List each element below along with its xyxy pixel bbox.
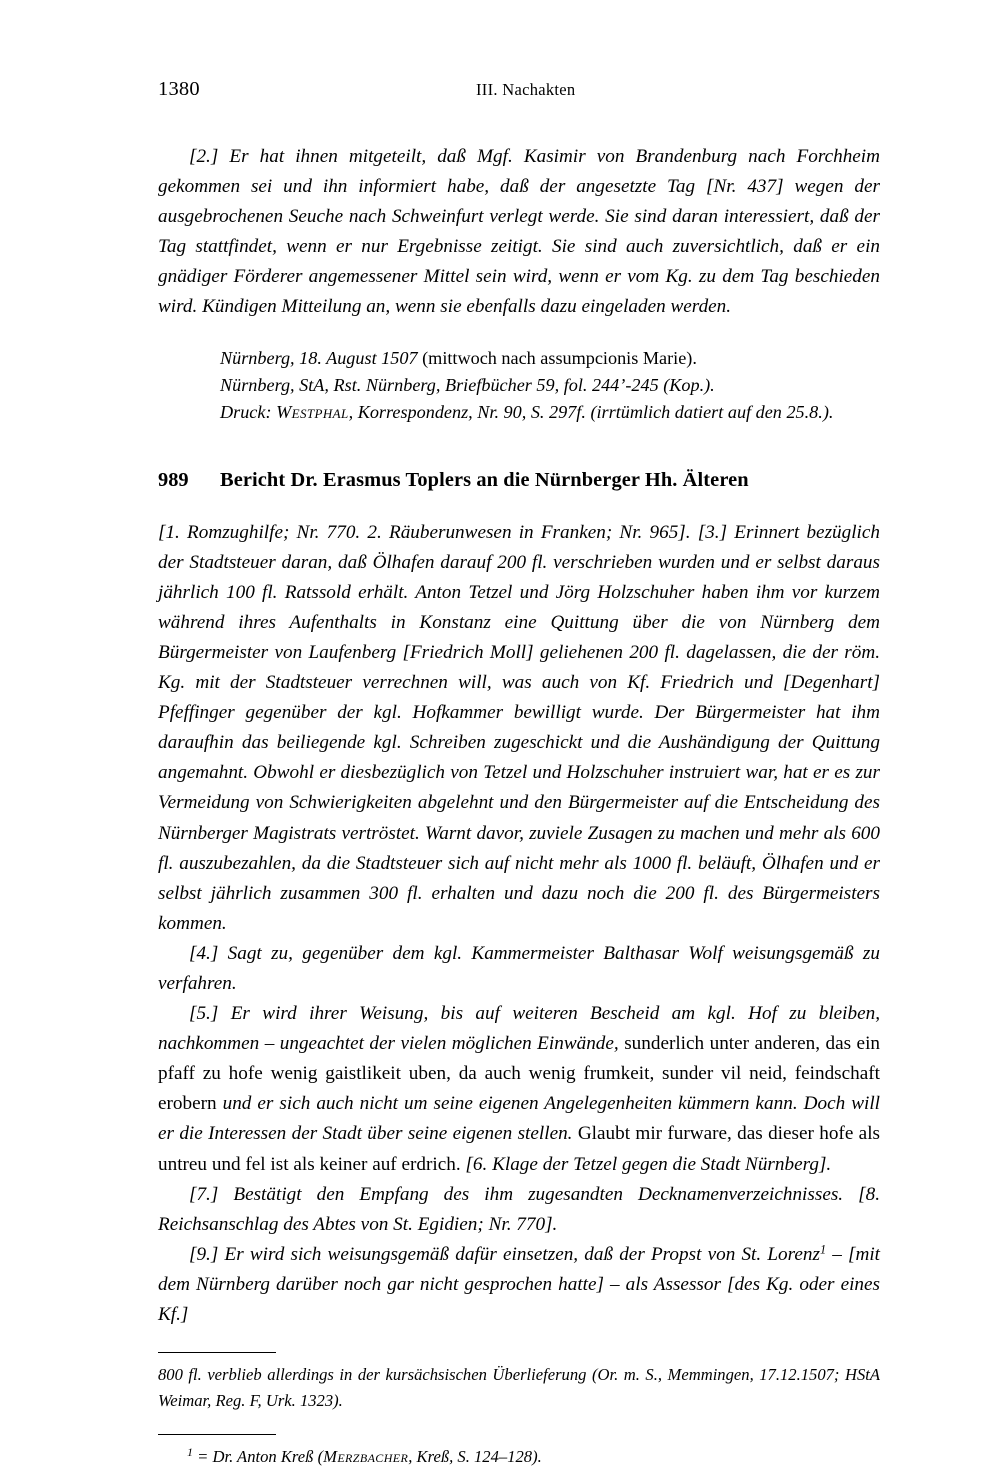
footnote-block-continuation xyxy=(158,1352,880,1413)
source-date-note: (mittwoch nach assumpcionis Marie). xyxy=(422,347,697,368)
footnote-1-marker: 1 xyxy=(187,1444,193,1459)
footnote-1-text xyxy=(158,1444,880,1469)
print-reference: , Korrespondenz, Nr. 90, S. 297f. (irrtümlich datiert auf den 25.8.). xyxy=(348,401,834,422)
paragraph-5-quote-1: sunderlich unter anderen, das ein pfaff zu hofe wenig gaistlikeit uben, da auch wenig frumkeit, sunder vil neid, feindschaft erobern xyxy=(158,1033,880,1115)
source-date-line xyxy=(220,345,880,372)
paragraph-2: [2.] Er hat ihnen mitgeteilt, daß Mgf. Kasimir von Brandenburg nach Forchheim gekommen sei und ihn informiert habe, daß der angesetzte Tag [Nr. 437] wegen der ausgebrochenen Seuche nach Schweinfurt verlegt werde. Sie sind daran interessiert, daß der Tag stattfindet, wenn er nur Ergebnisse zeitigt. Sie sind auch zuversichtlich, daß er ein gnädiger Förderer angemessener Mittel sein wird, wenn er vom Kg. zu dem Tag beschieden wird. Kündigen Mitteilung an, wenn sie ebenfalls dazu eingeladen werden. xyxy=(158,146,880,318)
footnote-rule xyxy=(158,1352,276,1353)
footnote-rule xyxy=(158,1434,276,1435)
paragraph-5-part-1: [5.] Er wird ihrer Weisung, bis auf weiteren Bescheid am kgl. Hof zu bleiben, nachkommen – ungeachtet der vielen möglichen Einwände, xyxy=(158,1003,880,1055)
footnote-continuation-text: 800 fl. verblieb allerdings in der kursächsischen Überlieferung (Or. m. S., Memmingen, 17.12.1507; HStA Weimar, Reg. F, Urk. 1323). xyxy=(158,1365,880,1410)
footnote-block-1 xyxy=(158,1434,880,1469)
paragraph-4: [4.] Sagt zu, gegenüber dem kgl. Kammermeister Balthasar Wolf weisungsgemäß zu verfahren. xyxy=(158,942,880,994)
page-number: 1380 xyxy=(158,78,200,100)
footnote-area xyxy=(158,1352,880,1469)
entry-heading xyxy=(158,469,880,492)
footnote-1-tail: , Kreß, S. 124–128). xyxy=(408,1446,542,1466)
source-print-line xyxy=(220,399,880,426)
paragraph-5-part-5: [6. Klage der Tetzel gegen die Stadt Nürnberg]. xyxy=(465,1153,832,1175)
paragraph-5 xyxy=(158,999,880,1180)
paragraph-9-after-marker: – [mit dem Nürnberg darüber noch gar nicht gesprochen hatte] – als Assessor [des Kg. oder eines Kf.] xyxy=(158,1243,880,1325)
print-author: Westphal xyxy=(276,401,349,422)
source-citation-block xyxy=(220,345,880,426)
paragraph-7: [7.] Bestätigt den Empfang des ihm zugesandten Decknamenverzeichnisses. [8. Reichsanschlag des Abtes von St. Egidien; Nr. 770]. xyxy=(158,1183,880,1235)
paragraph-9 xyxy=(158,1240,880,1330)
footnote-1-lead: = Dr. Anton Kreß ( xyxy=(192,1446,324,1466)
footnote-1-author: Merzbacher xyxy=(323,1446,409,1466)
running-head-title: III. Nachakten xyxy=(476,80,576,99)
entry-number: 989 xyxy=(158,468,189,491)
paragraph-9-before-marker: [9.] Er wird sich weisungsgemäß dafür einsetzen, daß der Propst von St. Lorenz xyxy=(189,1243,820,1265)
source-date: Nürnberg, 18. August 1507 xyxy=(220,347,418,368)
source-archive-line: Nürnberg, StA, Rst. Nürnberg, Briefbücher 59, fol. 244’-245 (Kop.). xyxy=(220,374,715,395)
footnote-reference-1[interactable]: 1 xyxy=(819,1242,827,1257)
running-head xyxy=(158,78,880,108)
paragraph-5-part-3: und er sich auch nicht um seine eigenen Angelegenheiten kümmern kann. Doch will er die Interessen der Stadt über seine eigenen stellen. xyxy=(158,1093,880,1145)
page-content xyxy=(158,78,880,1469)
paragraph-5-quote-2: Glaubt mir furware, das dieser hofe als untreu und fel ist als keiner auf erdrich. xyxy=(158,1123,880,1175)
entry-title: Bericht Dr. Erasmus Toplers an die Nürnberger Hh. Älteren xyxy=(220,468,749,491)
print-label: Druck: xyxy=(220,401,272,422)
paragraph-3: [1. Romzughilfe; Nr. 770. 2. Räuberunwesen in Franken; Nr. 965]. [3.] Erinnert bezüglich der Stadtsteuer daran, daß Ölhafen darauf 200 fl. verschrieben wurden und er selbst daraus jährlich 100 fl. Ratssold erhält. Anton Tetzel und Jörg Holzschuher haben ihm vor kurzem während ihres Aufenthalts in Konstanz eine Quittung über die von Nürnberg dem Bürgermeister von Laufenberg [Friedrich Moll] geliehenen 200 fl. dagelassen, die der röm. Kg. mit der Stadtsteuer verrechnen will, was auch von Kf. Friedrich und [Degenhart] Pfeffinger gegenüber der kgl. Hofkammer bewilligt wurde. Der Bürgermeister hat ihm daraufhin das beiliegende kgl. Schreiben zugeschickt und die Aushändigung der Quittung angemahnt. Obwohl er diesbezüglich von Tetzel und Holzschuher instruiert war, hat er es zur Vermeidung von Schwierigkeiten abgelehnt und den Bürgermeister auf die Entscheidung des Nürnberger Magistrats vertröstet. Warnt davor, zuviele Zusagen zu machen und mehr als 600 fl. auszubezahlen, da die Stadtsteuer sich auf nicht mehr als 1000 fl. beläuft, Ölhafen und er selbst jährlich zusammen 300 fl. erhalten und dazu noch die 200 fl. des Bürgermeisters kommen. xyxy=(158,521,880,934)
